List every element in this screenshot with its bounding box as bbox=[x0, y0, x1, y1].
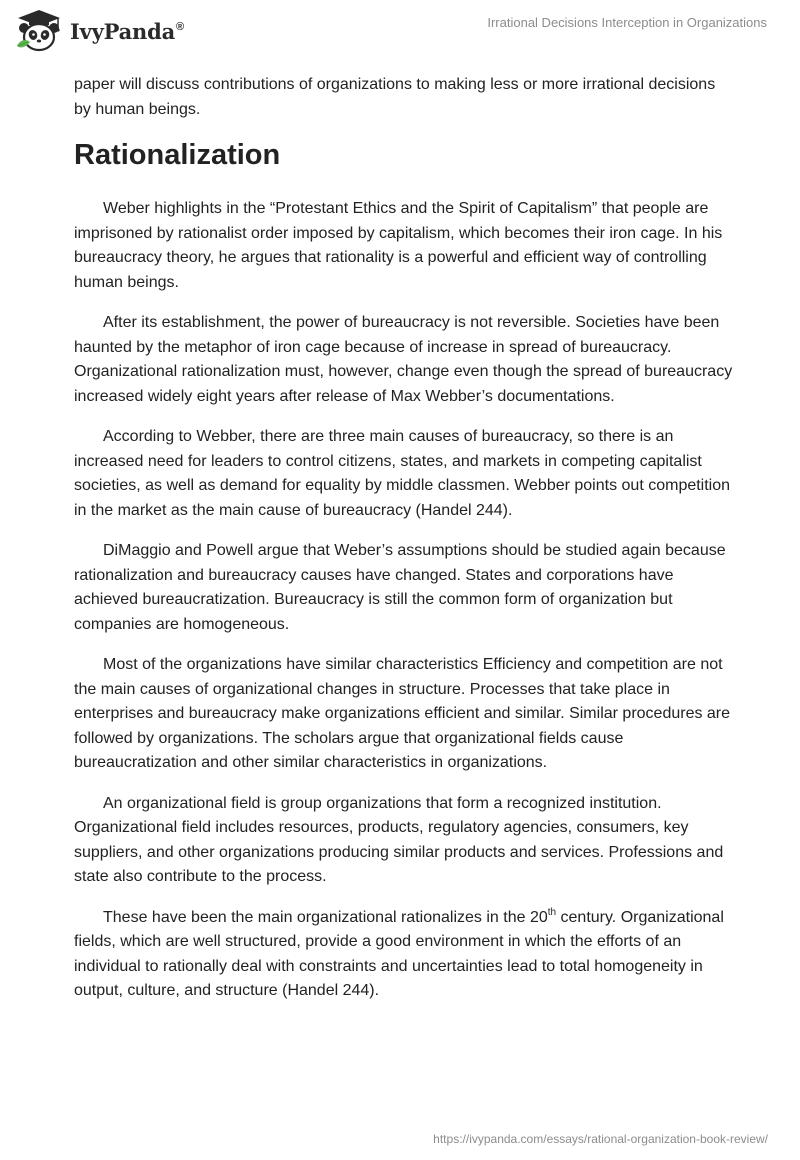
essay-body bbox=[74, 73, 734, 1020]
logo-wordmark: IvyPanda® bbox=[70, 18, 184, 44]
ivypanda-logo[interactable] bbox=[14, 8, 184, 54]
body-paragraph: After its establishment, the power of bureaucracy is not reversible. Societies have been haunted by the metaphor of iron cage because of increase in spread of bureaucracy. Organizational rationalization must, however, change even though the spread of bureaucracy increased widely eight years after release of Max Webber’s documentations. bbox=[74, 314, 733, 405]
body-paragraph-last: These have been the main organizational rationalizes in the 20th century. Organizational fields, which are well structured, provide a good environment in which the efforts of an individual to rationally deal with constraints and uncertainties lead to total homogeneity in output, culture, and structure (Handel 244). bbox=[74, 906, 724, 999]
body-paragraph: According to Webber, there are three main causes of bureaucracy, so there is an increased need for leaders to control citizens, states, and markets in competing capitalist societies, as well as demand for equality by middle classmen. Webber points out competition in the market as the main cause of bureaucracy (Handel 244). bbox=[74, 428, 731, 519]
body-paragraph: Weber highlights in the “Protestant Ethics and the Spirit of Capitalism” that people are imprisoned by rationalist order imposed by capitalism, which becomes their iron cage. In his bureaucracy theory, he argues that rationality is a powerful and efficient way of controlling human beings. bbox=[74, 200, 723, 291]
document-title: Irrational Decisions Interception in Organizations bbox=[487, 15, 767, 30]
body-paragraph: Most of the organizations have similar characteristics Efficiency and competition are not the main causes of organizational changes in structure. Processes that take place in enterprises and bureaucracy make organizations efficient and similar. Similar procedures are followed by organizations. The scholars argue that organizational fields cause bureaucratization and other similar characteristics in organizations. bbox=[74, 656, 731, 771]
panda-graduate-icon bbox=[14, 8, 64, 54]
section-heading: Rationalization bbox=[74, 139, 281, 171]
body-paragraph: An organizational field is group organizations that form a recognized institution. Organizational field includes resources, products, regulatory agencies, consumers, key suppliers, and other organizations producing similar products and services. Professions and state also contribute to the process. bbox=[74, 794, 724, 885]
page-header bbox=[0, 0, 800, 64]
source-url[interactable]: https://ivypanda.com/essays/rational-organization-book-review/ bbox=[433, 1132, 768, 1146]
ordinal-superscript: th bbox=[547, 906, 557, 918]
body-paragraph: DiMaggio and Powell argue that Weber’s assumptions should be studied again because rationalization and bureaucracy causes have changed. States and corporations have achieved bureaucratization. Bureaucracy is still the common form of organization but companies are homogeneous. bbox=[74, 542, 726, 633]
intro-paragraph-tail: paper will discuss contributions of organizations to making less or more irrational decisions by human beings. bbox=[74, 76, 716, 118]
